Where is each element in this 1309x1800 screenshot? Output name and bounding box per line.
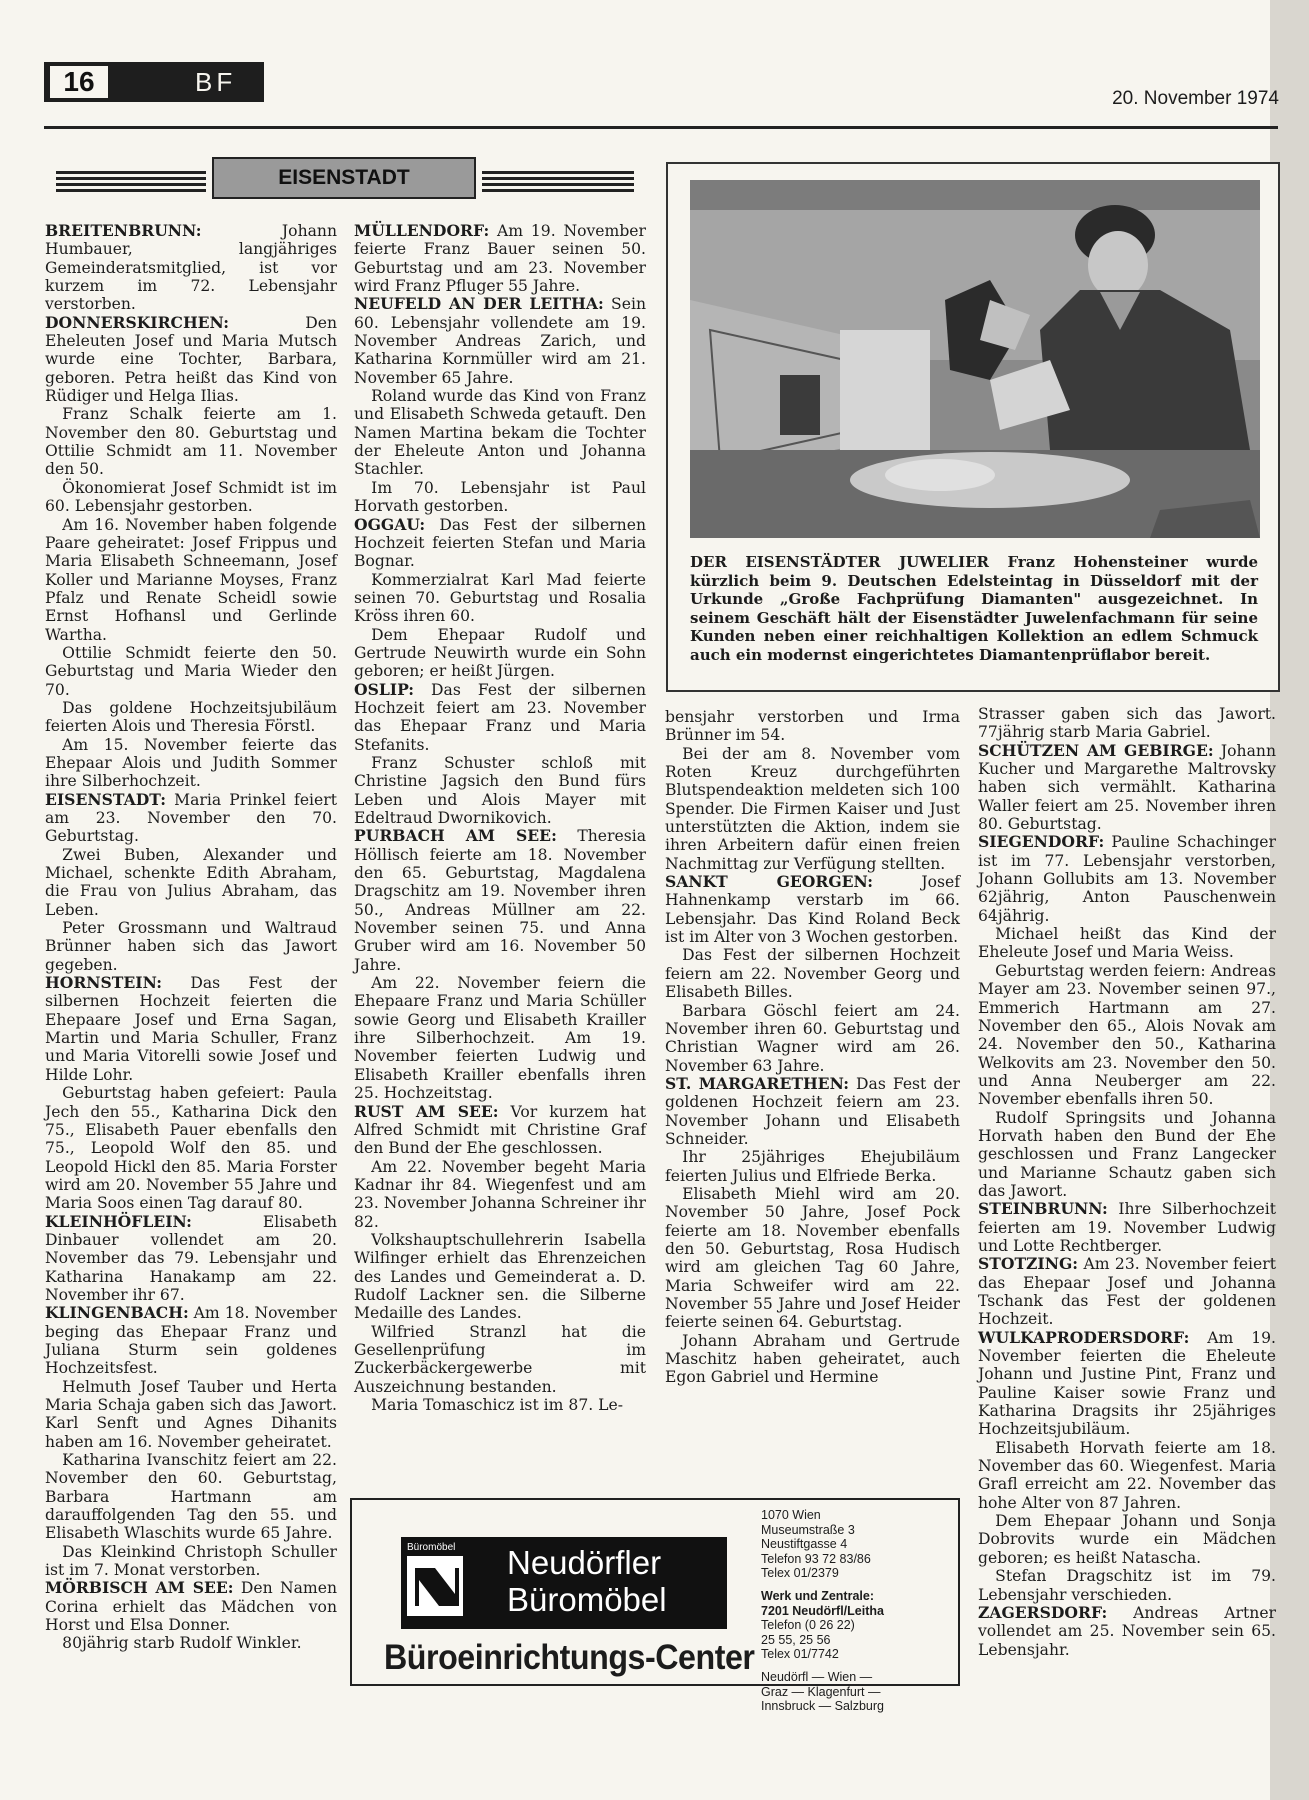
paragraph-text: Dem Ehepaar Rudolf und Gertrude Neuwirth wurde ein Sohn geboren; er heißt Jürgen. (354, 625, 646, 681)
paragraph-text: Vor kurzem hat Alfred Schmidt mit Christine Graf den Bund der Ehe geschlossen. (354, 1102, 646, 1158)
place-heading: ZAGERSDORF: (978, 1602, 1108, 1622)
article-paragraph (45, 1579, 337, 1634)
article-paragraph (978, 833, 1276, 925)
article-paragraph (978, 1512, 1276, 1567)
article-paragraph (354, 974, 646, 1102)
place-heading: WULKAPRODERSDORF: (978, 1327, 1190, 1347)
ad-address-line: Telex 01/7742 (761, 1647, 839, 1662)
paragraph-text: Roland wurde das Kind von Franz und Elisabeth Schweda getauft. Den Namen Martina bekam die Tochter der Eheleute Anton und Johanna Stachler. (354, 387, 646, 479)
paragraph-text: Helmuth Josef Tauber und Herta Maria Schaja gaben sich das Jawort. Karl Senft und Agnes Dihanits haben am 16. November geheiratet. (45, 1377, 337, 1451)
text-column-2 (354, 222, 646, 1414)
article-paragraph (665, 1185, 960, 1332)
paragraph-text: Im 70. Lebensjahr ist Paul Horvath gestorben. (354, 478, 646, 516)
place-heading: MÖRBISCH AM SEE: (45, 1578, 234, 1598)
paragraph-text: bensjahr verstorben und Irma Brünner im 54. (665, 708, 960, 745)
paragraph-text: Am 19. November feierte Franz Bauer seinen 50. Geburtstag und am 23. November wird Franz Pfluger 55 Jahre. (354, 222, 646, 296)
place-heading: NEUFELD AN DER LEITHA: (354, 294, 604, 314)
ad-address-block (761, 1508, 884, 1714)
text-column-4 (978, 705, 1276, 1659)
paragraph-text: Franz Schalk feierte am 1. November den 80. Geburtstag und Ottilie Schmidt am 11. November den 50. (45, 405, 337, 479)
ad-address-line: 7201 Neudörfl/Leitha (761, 1603, 884, 1618)
paragraph-text: Rudolf Springsits und Johanna Horvath haben den Bund der Ehe geschlossen und Franz Langecker und Marianne Schautz gaben sich das Jawort. (978, 1108, 1276, 1200)
place-heading: SANKT GEORGEN: (665, 872, 873, 892)
text-column-3 (665, 708, 960, 1387)
article-paragraph (45, 791, 337, 846)
article-paragraph (354, 1158, 646, 1231)
place-heading: OSLIP: (354, 679, 415, 699)
article-paragraph (354, 295, 646, 387)
place-heading: BREITENBRUNN: (45, 221, 202, 240)
paragraph-text: Am 19. November feierten die Eheleute Johann und Justine Pint, Franz und Pauline Kaiser sowie Franz und Katharina Dragsits ihr 25jähriges Hochzeitsjubiläum. (978, 1328, 1276, 1439)
ad-address-line: Graz — Klagenfurt — (761, 1684, 881, 1699)
paragraph-text: Elisabeth Dinbauer vollendet am 20. November das 79. Lebensjahr und Katharina Hanakamp am 22. November ihr 67. (45, 1212, 337, 1304)
paragraph-text: Ökonomierat Josef Schmidt ist im 60. Lebensjahr gestorben. (45, 478, 337, 516)
ad-address-line: Innsbruck — Salzburg (761, 1699, 884, 1714)
ad-address-line: Neudörfl — Wien — (761, 1669, 873, 1684)
place-heading: STEINBRUNN: (978, 1199, 1108, 1219)
paragraph-text: Ottilie Schmidt feierte den 50. Geburtstag und Maria Wieder den 70. (45, 643, 337, 699)
article-paragraph (45, 1543, 337, 1580)
paragraph-text: Josef Hahnenkamp verstarb im 66. Lebensjahr. Das Kind Roland Beck ist im Alter von 3 Wochen gestorben. (665, 873, 960, 947)
ad-address-line: Museumstraße 3 (761, 1522, 855, 1537)
article-paragraph (45, 699, 337, 736)
article-paragraph (45, 1084, 337, 1212)
article-paragraph (354, 1103, 646, 1158)
place-heading: DONNERSKIRCHEN: (45, 312, 230, 332)
place-heading: RUST AM SEE: (354, 1101, 499, 1121)
ad-brand-line-1: Neudörfler (507, 1544, 662, 1581)
article-paragraph (354, 754, 646, 827)
ad-address-line: Telefon 93 72 83/86 (761, 1551, 871, 1566)
article-paragraph (45, 846, 337, 919)
banner-stripes-right (482, 171, 634, 193)
article-paragraph (45, 479, 337, 516)
paragraph-text: Andreas Artner vollendet am 25. November sein 65. Lebensjahr. (978, 1603, 1276, 1659)
article-paragraph (354, 222, 646, 295)
place-heading: STOTZING: (978, 1254, 1079, 1274)
paragraph-text: Das Fest der silbernen Hochzeit feiern am 22. November Georg und Elisabeth Billes. (665, 946, 960, 1002)
paragraph-text: Volkshauptschullehrerin Isabella Wilfinger erhielt das Ehrenzeichen des Landes und Gemeinderat a. D. Rudolf Lackner sen. die Silberne Medaille des Landes. (354, 1230, 646, 1323)
place-heading: MÜLLENDORF: (354, 221, 490, 240)
ad-brand-line-2: Büromöbel (507, 1581, 667, 1618)
place-heading: KLINGENBACH: (45, 1303, 189, 1323)
article-paragraph (45, 222, 337, 314)
article-paragraph (978, 742, 1276, 834)
ad-address-line: 25 55, 25 56 (761, 1632, 831, 1647)
article-paragraph (354, 681, 646, 754)
place-heading: EISENSTADT: (45, 789, 167, 809)
paragraph-text: Ihr 25jähriges Ehejubiläum feierten Julius und Elfriede Berka. (665, 1148, 960, 1185)
paragraph-text: Zwei Buben, Alexander und Michael, schenkte Edith Abraham, die Frau von Julius Abraham, das Leben. (45, 845, 337, 919)
section-label: BF (195, 67, 237, 97)
place-heading: SIEGENDORF: (978, 832, 1105, 852)
paragraph-text: Strasser gaben sich das Jawort. 77jährig starb Maria Gabriel. (978, 705, 1276, 742)
article-paragraph (45, 1378, 337, 1451)
place-heading: ST. MARGARETHEN: (665, 1073, 850, 1093)
article-paragraph (45, 314, 337, 406)
article-paragraph (978, 705, 1276, 742)
paragraph-text: Am 16. November haben folgende Paare geheiratet: Josef Frippus und Maria Elisabeth Schneemann, Josef Koller und Marianne Moyses, Franz Pfalz und Renate Scheidl sowie Ernst Hofhansl und Gerlinde Wartha. (45, 515, 337, 644)
article-paragraph (45, 1451, 337, 1543)
place-heading: HORNSTEIN: (45, 973, 163, 993)
paragraph-text: Wilfried Stranzl hat die Gesellenprüfung im Zuckerbäckergewerbe mit Auszeichnung bestanden. (354, 1322, 646, 1396)
paragraph-text: Am 15. November feierte das Ehepaar Alois und Judith Sommer ihre Silberhochzeit. (45, 735, 337, 791)
place-heading: SCHÜTZEN AM GEBIRGE: (978, 740, 1214, 760)
section-banner: EISENSTADT (212, 157, 476, 199)
paragraph-text: Elisabeth Miehl wird am 20. November 50 Jahre, Josef Pock feierte am 18. November ebenfalls den 50. Geburtstag, Rosa Hudisch wird am gleichen Tag 60 Jahre, Maria Schweifer wird am 22. November 55 Jahre und Josef Heider feierte seinen 64. Geburtstag. (665, 1184, 960, 1332)
paragraph-text: Den Namen Corina erhielt das Mädchen von Horst und Elsa Donner. (45, 1579, 337, 1635)
paragraph-text: Das Kleinkind Christoph Schuller ist im 7. Monat verstorben. (45, 1542, 337, 1580)
paragraph-text: Das Fest der silbernen Hochzeit feierten Stefan und Maria Bognar. (354, 515, 646, 571)
paragraph-text: Stefan Dragschitz ist im 79. Lebensjahr verschieden. (978, 1567, 1276, 1604)
banner-stripes-left (56, 171, 206, 193)
article-paragraph (978, 1439, 1276, 1512)
article-paragraph (978, 1109, 1276, 1201)
ad-headline: Büroeinrichtungs-Center (384, 1638, 755, 1677)
article-paragraph (354, 1231, 646, 1323)
paragraph-text: Johann Humbauer, langjähriges Gemeinderatsmitglied, ist vor kurzem im 72. Lebensjahr verstorben. (45, 222, 337, 314)
article-paragraph (354, 626, 646, 681)
paragraph-text: Elisabeth Horvath feierte am 18. November das 60. Wiegenfest. Maria Grafl erreicht am 22. November das hohe Alter von 87 Jahren. (978, 1438, 1276, 1512)
article-paragraph (45, 516, 337, 644)
paragraph-text: Katharina Ivanschitz feiert am 22. November den 60. Geburtstag, Barbara Hartmann am darauffolgenden Tag den 55. und Elisabeth Wlaschits wurde 65 Jahre. (45, 1451, 337, 1543)
article-paragraph (45, 974, 337, 1084)
article-paragraph (45, 644, 337, 699)
article-paragraph (978, 962, 1276, 1109)
paragraph-text: Das Fest der silbernen Hochzeit feierten die Ehepaare Josef und Erna Sagan, Martin und Maria Schuller, Franz und Maria Vitorelli sowie Josef und Hilde Lohr. (45, 974, 337, 1084)
paragraph-text: Johann Kucher und Margarethe Maltrovsky haben sich vermählt. Katharina Waller feiert am 25. November ihren 80. Geburtstag. (978, 741, 1276, 834)
paragraph-text: Das Fest der silbernen Hochzeit feiert am 23. November das Ehepaar Franz und Maria Stefanits. (354, 680, 646, 754)
photo-caption: DER EISENSTÄDTER JUWELIER Franz Hohensteiner wurde kürzlich beim 9. Deutschen Edelsteintag in Düsseldorf mit der Urkunde „Große Fachprüfung Diamanten" ausgezeichnet. In seinem Geschäft hält der Eisenstädter Juwelenfachmann für seine Kunden neben einer reichhaltigen Kollektion an edlem Schmuck auch ein modernst eingerichtetes Diamantenprüflabor bereit. (690, 553, 1258, 664)
ad-small-label: Büromöbel (407, 1542, 456, 1553)
article-paragraph (354, 516, 646, 571)
article-paragraph (45, 1304, 337, 1377)
article-paragraph (665, 1002, 960, 1075)
article-paragraph (665, 1148, 960, 1185)
paragraph-text: Peter Grossmann und Waltraud Brünner haben sich das Jawort gegeben. (45, 919, 337, 974)
paragraph-text: Das goldene Hochzeitsjubiläum feierten Alois und Theresia Förstl. (45, 698, 337, 736)
ad-address-line: Telefon (0 26 22) (761, 1618, 855, 1633)
paragraph-text: Johann Abraham und Gertrude Maschitz haben geheiratet, auch Egon Gabriel und Hermine (665, 1331, 960, 1387)
article-paragraph (665, 946, 960, 1001)
article-paragraph (354, 1396, 646, 1414)
brand-logo-icon (405, 1554, 465, 1618)
paragraph-text: Michael heißt das Kind der Eheleute Josef und Maria Weiss. (978, 925, 1276, 962)
article-paragraph (45, 919, 337, 974)
article-paragraph (665, 873, 960, 946)
article-paragraph (354, 571, 646, 626)
article-paragraph (45, 405, 337, 478)
article-paragraph (45, 1213, 337, 1305)
paragraph-text: Bei der am 8. November vom Roten Kreuz durchgeführten Blutspendeaktion meldeten sich 100 Spender. Die Firmen Kaiser und Just unterstützten die Aktion, indem sie ihren Arbeitern dafür einen freien Nachmittag zur Verfügung stellten. (665, 744, 960, 873)
article-paragraph (665, 1332, 960, 1387)
paragraph-text: Das Fest der goldenen Hochzeit feiern am 23. November Johann und Elisabeth Schneider. (665, 1074, 960, 1148)
paragraph-text: Am 23. November feiert das Ehepaar Josef und Johanna Tschank das Fest der goldenen Hochzeit. (978, 1255, 1276, 1329)
ad-address-line: 1070 Wien (761, 1508, 821, 1522)
paragraph-text: Franz Schuster schloß mit Christine Jagsich den Bund fürs Leben und Alois Mayer mit Edeltraud Dwornikovich. (354, 753, 646, 827)
paragraph-text: Maria Tomaschicz ist im 87. Le- (371, 1396, 624, 1414)
article-paragraph (354, 1323, 646, 1396)
place-heading: KLEINHÖFLEIN: (45, 1211, 192, 1231)
paragraph-text: Barbara Göschl feiert am 24. November ihren 60. Geburtstag und Christian Wagner wird am 26. November 63 Jahre. (665, 1001, 960, 1075)
paragraph-text: Geburtstag werden feiern: Andreas Mayer am 23. November seinen 97., Emmerich Hartmann am 27. November den 65., Alois Novak am 24. November den 50., Katharina Welkovits am 23. November den 50. und Anna Neuberger am 22. November ebenfalls ihren 50. (978, 961, 1276, 1109)
place-heading: PURBACH AM SEE: (354, 826, 557, 846)
ad-address-line: Werk und Zentrale: (761, 1588, 874, 1603)
paragraph-text: Theresia Höllisch feierte am 18. November den 65. Geburtstag, Magdalena Dragschitz am 19. November ihren 50., Andreas Müllner am 22. November seinen 75. und Anna Gruber wird am 16. November 50 Jahre. (354, 827, 646, 974)
article-paragraph (354, 827, 646, 974)
article-paragraph (665, 708, 960, 745)
article-paragraph (978, 1329, 1276, 1439)
article-paragraph (45, 736, 337, 791)
ad-address-line: Telex 01/2379 (761, 1566, 839, 1581)
paragraph-text: Sein 60. Lebensjahr vollendete am 19. November Andreas Zarich, und Katharina Kornmüller wird am 21. November 65 Jahre. (354, 295, 646, 387)
header-rule (44, 126, 1278, 129)
jeweler-photo (690, 180, 1260, 538)
paragraph-text: 80jährig starb Rudolf Winkler. (62, 1634, 302, 1653)
paragraph-text: Geburtstag haben gefeiert: Paula Jech den 55., Katharina Dick den 75., Elisabeth Pauer ebenfalls den 75., Leopold Wolf den 85. und Leopold Hickl den 85. Maria Forster wird am 20. November 55 Jahre und Maria Soos einen Tag darauf 80. (45, 1084, 337, 1213)
article-paragraph (354, 387, 646, 479)
issue-date: 20. November 1974 (1112, 88, 1279, 109)
article-paragraph (978, 925, 1276, 962)
article-paragraph (978, 1567, 1276, 1604)
paragraph-text: Am 22. November feiern die Ehepaare Franz und Maria Schüller sowie Georg und Elisabeth Krailler ihre Silberhochzeit. Am 19. November feierten Ludwig und Elisabeth Krailler ebenfalls ihren 25. Hochzeitstag. (354, 974, 646, 1103)
paragraph-text: Pauline Schachinger ist im 77. Lebensjahr verstorben, Johann Gollubits am 13. November 62jährig, Anton Pauschenwein 64jährig. (978, 833, 1276, 925)
page-number: 16 (50, 66, 108, 98)
place-heading: OGGAU: (354, 514, 426, 534)
paragraph-text: Ihre Silberhochzeit feierten am 19. November Ludwig und Lotte Rechtberger. (978, 1200, 1276, 1255)
article-paragraph (978, 1255, 1276, 1328)
paragraph-text: Kommerzialrat Karl Mad feierte seinen 70. Geburtstag und Rosalia Kröss ihren 60. (354, 570, 646, 626)
ad-address-line: Neustiftgasse 4 (761, 1537, 848, 1552)
paragraph-text: Am 22. November begeht Maria Kadnar ihr 84. Wiegenfest und am 23. November Johanna Schreiner ihr 82. (354, 1157, 646, 1231)
article-paragraph (665, 745, 960, 873)
article-paragraph (978, 1200, 1276, 1255)
article-paragraph (665, 1075, 960, 1148)
paragraph-text: Am 18. November beging das Ehepaar Franz und Juliana Sturm sein goldenes Hochzeitsfest. (45, 1304, 337, 1378)
article-paragraph (978, 1604, 1276, 1659)
paragraph-text: Maria Prinkel feiert am 23. November den 70. Geburtstag. (45, 790, 337, 846)
text-column-1 (45, 222, 337, 1653)
article-paragraph (45, 1634, 337, 1652)
article-paragraph (354, 479, 646, 516)
paragraph-text: Den Eheleuten Josef und Maria Mutsch wurde eine Tochter, Barbara, geboren. Petra heißt das Kind von Rüdiger und Helga Ilias. (45, 313, 337, 406)
paragraph-text: Dem Ehepaar Johann und Sonja Dobrovits wurde ein Mädchen geboren; es heißt Natascha. (978, 1512, 1276, 1567)
